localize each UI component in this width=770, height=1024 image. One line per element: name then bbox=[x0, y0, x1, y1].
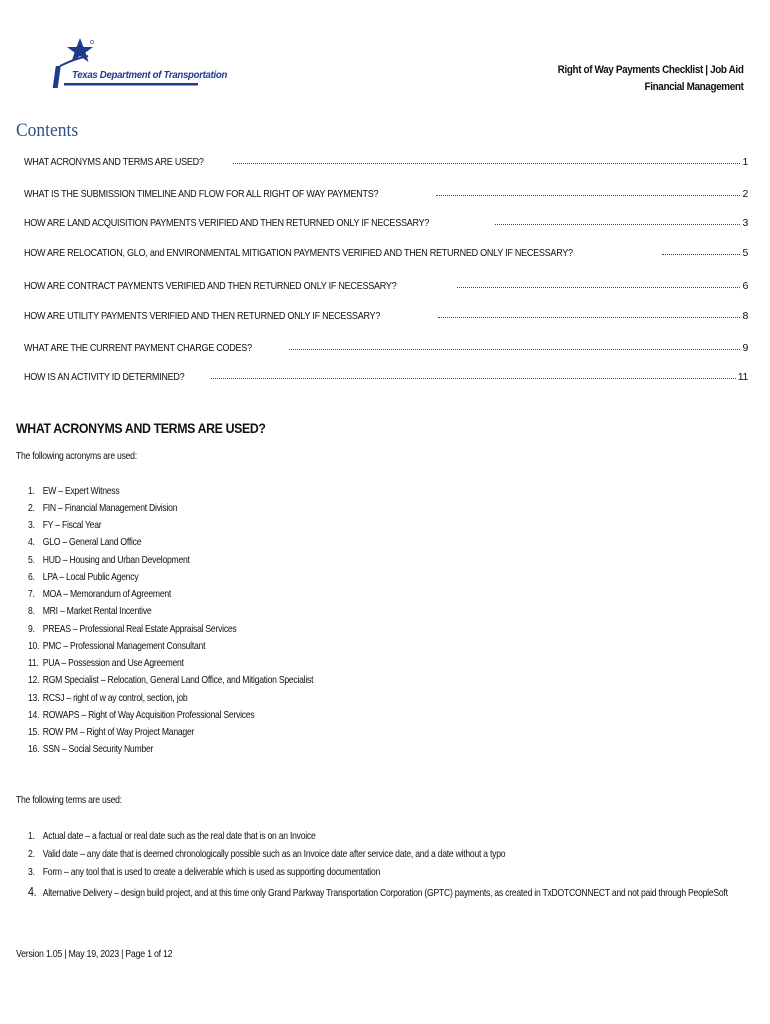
toc-item-label: WHAT ACRONYMS AND TERMS ARE USED? bbox=[24, 156, 204, 168]
toc-item-label: HOW ARE LAND ACQUISITION PAYMENTS VERIFIED AND THEN RETURNED ONLY IF NECESSARY? bbox=[24, 217, 430, 229]
toc-item-page: 9 bbox=[742, 342, 748, 354]
toc-item[interactable] bbox=[24, 338, 748, 354]
document-title: Right of Way Payments Checklist | Job Aid bbox=[558, 64, 744, 76]
toc-item-page: 3 bbox=[742, 217, 748, 229]
toc-item-label: WHAT IS THE SUBMISSION TIMELINE AND FLOW FOR ALL RIGHT OF WAY PAYMENTS? bbox=[24, 188, 379, 200]
toc-leader-dots bbox=[233, 162, 741, 164]
toc-item-page: 1 bbox=[742, 156, 748, 168]
toc-leader-dots bbox=[457, 286, 740, 288]
list-item: 1. EW – Expert Witness bbox=[28, 485, 120, 497]
logo-wordmark: Texas Department of Transportation bbox=[72, 70, 228, 81]
list-item: 11. PUA – Possession and Use Agreement bbox=[28, 657, 184, 669]
list-item: 13. RCSJ – right of w ay control, section, job bbox=[28, 692, 188, 704]
toc-leader-dots bbox=[495, 223, 740, 225]
toc-item-page: 2 bbox=[742, 188, 748, 200]
document-subtitle: Financial Management bbox=[645, 81, 744, 93]
list-item: 3. FY – Fiscal Year bbox=[28, 519, 102, 531]
section-heading: WHAT ACRONYMS AND TERMS ARE USED? bbox=[16, 420, 266, 436]
contents-title: Contents bbox=[16, 120, 79, 141]
toc-leader-dots bbox=[211, 377, 736, 379]
list-item: 4. GLO – General Land Office bbox=[28, 536, 142, 548]
list-item: 5. HUD – Housing and Urban Development bbox=[28, 554, 190, 566]
list-item: 2. FIN – Financial Management Division bbox=[28, 502, 178, 514]
toc-item[interactable] bbox=[24, 152, 748, 168]
list-item: 10. PMC – Professional Management Consultant bbox=[28, 640, 206, 652]
list-item: 16. SSN – Social Security Number bbox=[28, 743, 154, 755]
txdot-star-icon bbox=[48, 36, 208, 92]
toc-item-label: HOW IS AN ACTIVITY ID DETERMINED? bbox=[24, 371, 185, 383]
terms-intro: The following terms are used: bbox=[16, 794, 122, 806]
toc-item-label: HOW ARE UTILITY PAYMENTS VERIFIED AND THEN RETURNED ONLY IF NECESSARY? bbox=[24, 310, 381, 322]
toc-item-label: HOW ARE CONTRACT PAYMENTS VERIFIED AND THEN RETURNED ONLY IF NECESSARY? bbox=[24, 280, 397, 292]
list-item: 2. Valid date – any date that is deemed chronologically possible such as an Invoice date after service date, and a date without a typo bbox=[28, 848, 506, 860]
toc-item[interactable] bbox=[24, 213, 748, 229]
toc-leader-dots bbox=[438, 316, 740, 318]
toc-item-label: WHAT ARE THE CURRENT PAYMENT CHARGE CODES? bbox=[24, 342, 252, 354]
page-footer: Version 1.05 | May 19, 2023 | Page 1 of 12 bbox=[16, 948, 173, 960]
toc-item[interactable] bbox=[24, 243, 748, 259]
toc-item-page: 8 bbox=[742, 310, 748, 322]
toc-item[interactable] bbox=[24, 276, 748, 292]
list-item: 3. Form – any tool that is used to create a deliverable which is used as supporting documentation bbox=[28, 866, 381, 878]
list-item: 7. MOA – Memorandum of Agreement bbox=[28, 588, 172, 600]
toc-item-label: HOW ARE RELOCATION, GLO, and ENVIRONMENTAL MITIGATION PAYMENTS VERIFIED AND THEN RETURNED ONLY IF NECESSARY? bbox=[24, 247, 573, 259]
toc-leader-dots bbox=[289, 348, 741, 350]
list-item: 8. MRI – Market Rental Incentive bbox=[28, 605, 152, 617]
list-item: 14. ROWAPS – Right of Way Acquisition Professional Services bbox=[28, 709, 255, 721]
toc-leader-dots bbox=[662, 253, 740, 255]
list-item: 9. PREAS – Professional Real Estate Appraisal Services bbox=[28, 623, 237, 635]
toc-item-page: 5 bbox=[742, 247, 748, 259]
list-item: 15. ROW PM – Right of Way Project Manager bbox=[28, 726, 195, 738]
acronyms-intro: The following acronyms are used: bbox=[16, 450, 137, 462]
list-item: 4. Alternative Delivery – design build project, and at this time only Grand Parkway Transportation Corporation (GPTC) payments, as created in TxDOTCONNECT and not paid through PeopleSoft bbox=[28, 884, 728, 899]
toc-item-page: 6 bbox=[742, 280, 748, 292]
toc-item[interactable] bbox=[24, 306, 748, 322]
document-header bbox=[537, 62, 744, 96]
toc-item-page: 11 bbox=[737, 371, 748, 383]
list-item: 6. LPA – Local Public Agency bbox=[28, 571, 139, 583]
toc-leader-dots bbox=[436, 194, 740, 196]
toc-item[interactable] bbox=[24, 184, 748, 200]
txdot-logo bbox=[48, 36, 228, 92]
toc-item[interactable] bbox=[24, 367, 748, 383]
list-item: 1. Actual date – a factual or real date such as the real date that is on an Invoice bbox=[28, 830, 316, 842]
list-item: 12. RGM Specialist – Relocation, General Land Office, and Mitigation Specialist bbox=[28, 674, 314, 686]
